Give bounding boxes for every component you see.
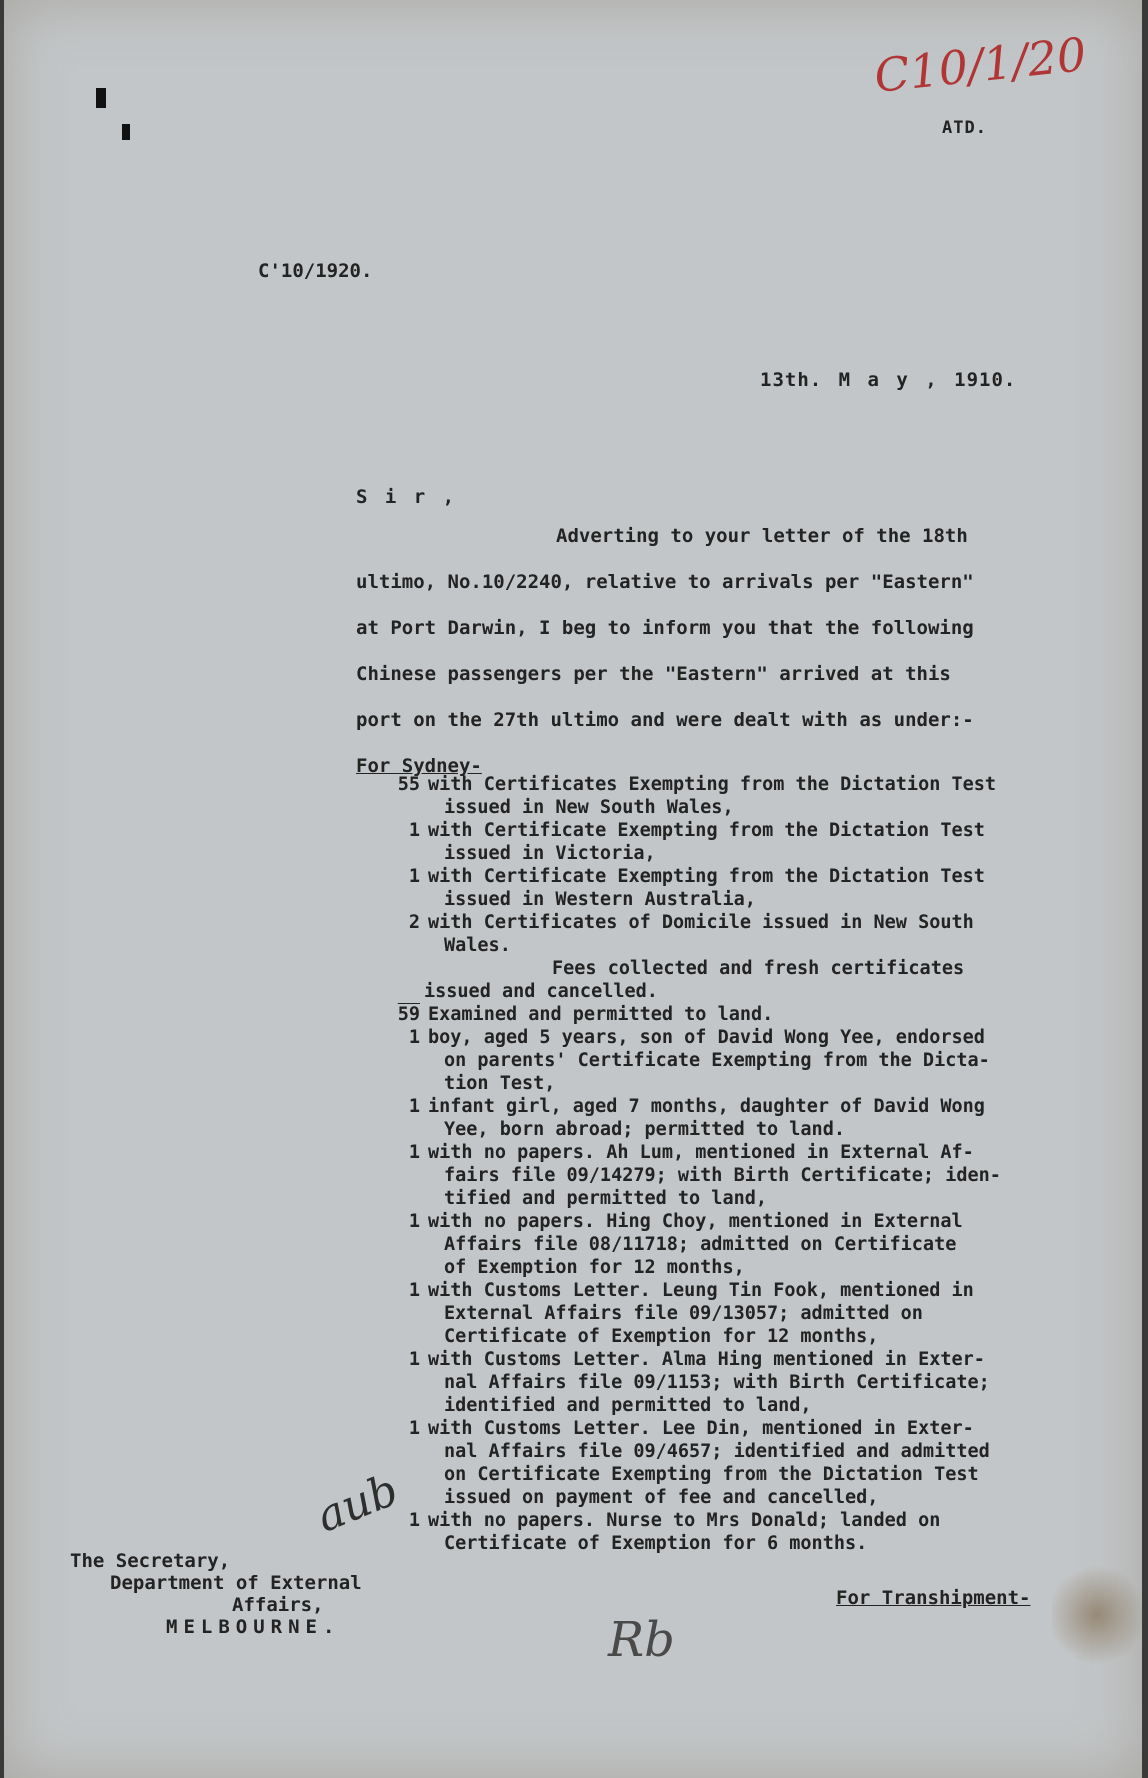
list-item: 1 with Customs Letter. Leung Tin Fook, mentioned in External Affairs file 09/13057; admitted on Certificate of Exemption for 12 months, — [408, 1280, 974, 1347]
list-item: 1 with Customs Letter. Lee Din, mentioned in Exter- nal Affairs file 09/4657; identified and admitted on Certificate Exempting from the Dictation Test issued on payment of fee and cancelled, — [408, 1418, 990, 1508]
salutation: S i r , — [356, 486, 458, 508]
item-count: 1 — [408, 866, 420, 887]
total-text: Examined and permitted to land. — [428, 1004, 774, 1025]
opening-paragraph — [356, 513, 1096, 743]
handwritten-initials: Rb — [608, 1612, 675, 1668]
top-reference: ATD. — [942, 118, 987, 138]
file-reference: C'10/1920. — [258, 260, 373, 282]
total-count: 59 — [397, 1004, 420, 1025]
addressee-block — [70, 1550, 362, 1638]
list-item: 1 with no papers. Ah Lum, mentioned in External Af- fairs file 09/14279; with Birth Certificate; iden- tified and permitted to land, — [408, 1142, 1001, 1209]
list-item: 2 with Certificates of Domicile issued in New South Wales. — [382, 911, 1122, 957]
paper-stain — [1052, 1560, 1142, 1670]
punch-hole — [96, 88, 106, 108]
list-item: 1 with Certificate Exempting from the Dictation Test issued in Western Australia, — [382, 865, 1122, 911]
addressee-line: Affairs, — [232, 1594, 324, 1616]
footer-heading: For Transhipment- — [836, 1587, 1031, 1609]
list-item: 55 with Certificates Exempting from the Dictation Test issued in New South Wales, — [382, 773, 1122, 819]
list-item: 1 with Customs Letter. Alma Hing mentioned in Exter- nal Affairs file 09/1153; with Birth Certificate; identified and permitted to land, — [408, 1349, 990, 1416]
item-count: 55 — [397, 774, 420, 795]
list-item: 1 with no papers. Hing Choy, mentioned in External Affairs file 08/11718; admitted on Certificate of Exemption for 12 months, — [408, 1211, 963, 1278]
section-heading: For Sydney- — [356, 755, 482, 777]
paragraph-line: Adverting to your letter of the 18th — [556, 525, 968, 547]
list-item: 1 boy, aged 5 years, son of David Wong Yee, endorsed on parents' Certificate Exempting from the Dicta- tion Test, — [408, 1027, 990, 1094]
list-item: 1 infant girl, aged 7 months, daughter of David Wong Yee, born abroad; permitted to land. — [408, 1096, 985, 1140]
list-item: 1 with no papers. Nurse to Mrs Donald; landed on Certificate of Exemption for 6 months. — [408, 1510, 941, 1554]
addressee-line: The Secretary, — [70, 1550, 231, 1572]
paragraph-line: at Port Darwin, I beg to inform you that the following — [356, 617, 974, 639]
punch-hole — [122, 124, 130, 140]
fees-note: Fees collected and fresh certificates issued and cancelled. — [424, 958, 965, 1002]
paragraph-line: Chinese passengers per the "Eastern" arrived at this — [356, 663, 951, 685]
item-count: 1 — [408, 820, 420, 841]
letter-page — [4, 0, 1142, 1778]
addressee-line: Department of External — [110, 1572, 362, 1594]
addressee-line: MELBOURNE. — [166, 1616, 341, 1638]
passenger-list — [382, 773, 1122, 1555]
list-item: 1 with Certificate Exempting from the Dictation Test issued in Victoria, — [382, 819, 1122, 865]
letter-date: 13th. M a y , 1910. — [760, 369, 1017, 391]
item-count: 2 — [408, 912, 420, 933]
handwritten-initials: aub — [309, 1464, 406, 1543]
handwritten-reference: C10/1/20 — [871, 27, 1089, 103]
paragraph-line: port on the 27th ultimo and were dealt with as under:- — [356, 709, 974, 731]
total-line — [382, 1003, 1122, 1026]
paragraph-line: ultimo, No.10/2240, relative to arrivals per "Eastern" — [356, 571, 974, 593]
